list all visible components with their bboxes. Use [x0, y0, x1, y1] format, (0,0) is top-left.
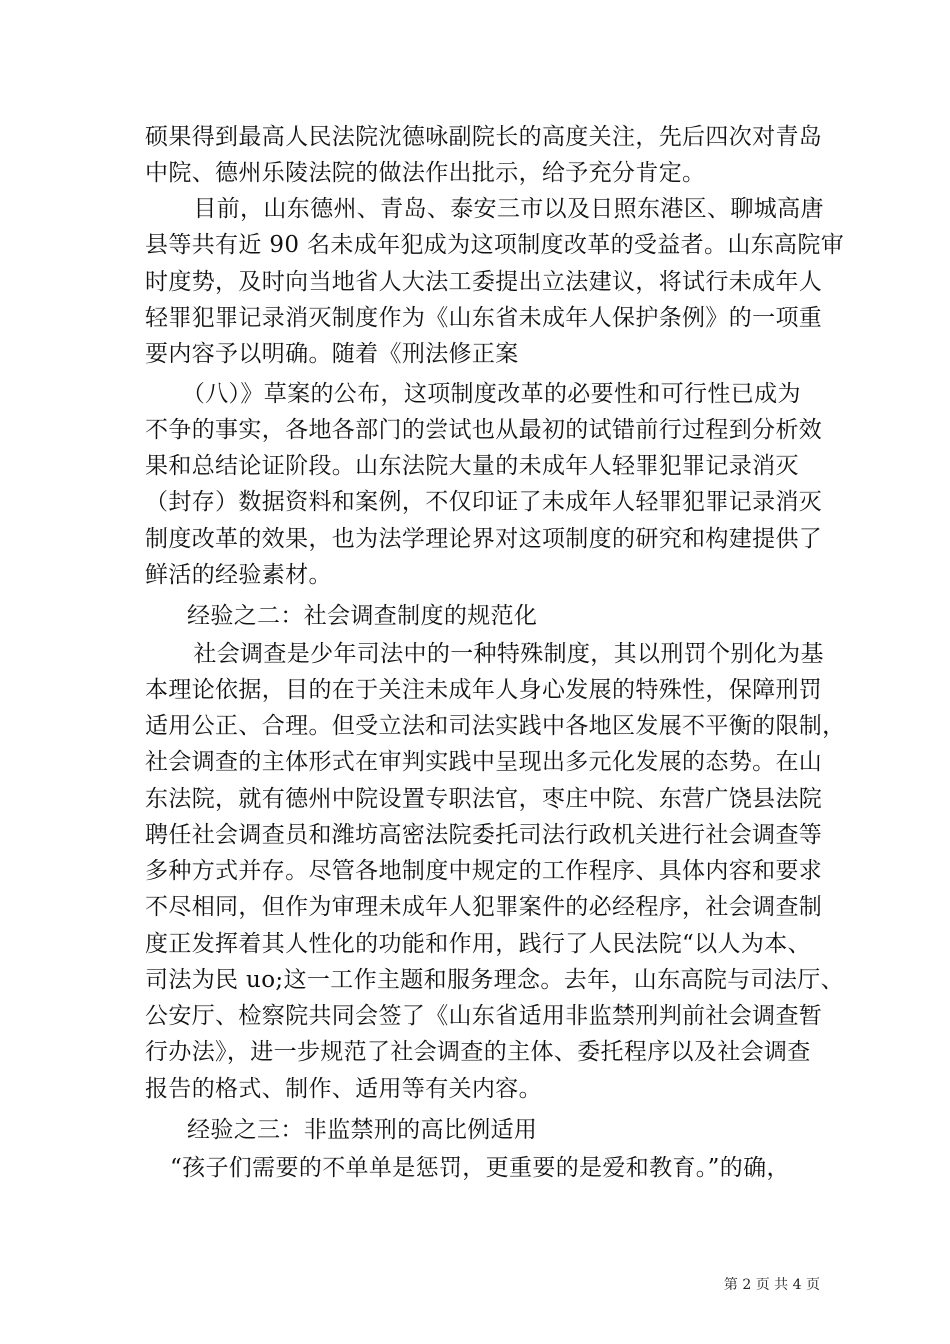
section-heading: 经验之三：非监禁刑的高比例适用 [187, 1117, 538, 1143]
text-line: 硕果得到最高人民法院沈德咏副院长的高度关注，先后四次对青岛 [145, 124, 823, 150]
text-line: 多种方式并存。尽管各地制度中规定的工作程序、具体内容和要求 [145, 858, 823, 884]
text-line: 时度势，及时向当地省人大法工委提出立法建议，将试行未成年人 [145, 269, 823, 295]
text-line: 中院、德州乐陵法院的做法作出批示，给予充分肯定。 [145, 160, 706, 186]
text-line: 轻罪犯罪记录消灭制度作为《山东省未成年人保护条例》的一项重 [145, 305, 823, 331]
text-line: 本理论依据，目的在于关注未成年人身心发展的特殊性，保障刑罚 [145, 677, 823, 703]
section-heading: 经验之二：社会调查制度的规范化 [187, 603, 538, 629]
text-line: 制度改革的效果，也为法学理论界对这项制度的研究和构建提供了 [145, 526, 823, 552]
text-line: 行办法》，进一步规范了社会调查的主体、委托程序以及社会调查 [145, 1039, 811, 1065]
text-line: （封存）数据资料和案例，不仅印证了未成年人轻罪犯罪记录消灭 [145, 489, 823, 515]
text-line: 目前，山东德州、青岛、泰安三市以及日照东港区、聊城高唐 [170, 196, 824, 222]
text-line: 聘任社会调查员和潍坊高密法院委托司法行政机关进行社会调查等 [145, 822, 823, 848]
text-line: 不争的事实，各地各部门的尝试也从最初的试错前行过程到分析效 [145, 417, 823, 443]
page-number-footer: 第 2 页 共 4 页 [723, 1277, 820, 1293]
text-line: 报告的格式、制作、适用等有关内容。 [145, 1076, 542, 1102]
text-line: 东法院，就有德州中院设置专职法官，枣庄中院、东营广饶县法院 [145, 786, 823, 812]
text-line: 社会调查是少年司法中的一种特殊制度，其以刑罚个别化为基 [170, 641, 824, 667]
text-line: 鲜活的经验素材。 [145, 562, 332, 588]
text-line: 度正发挥着其人性化的功能和作用，践行了人民法院“以人为本、 [145, 931, 811, 957]
text-line: “孩子们需要的不单单是惩罚，更重要的是爱和教育。”的确， [170, 1155, 790, 1181]
text-line: 公安厅、检察院共同会签了《山东省适用非监禁刑判前社会调查暂 [145, 1003, 823, 1029]
text-line: 社会调查的主体形式在审判实践中呈现出多元化发展的态势。在山 [145, 749, 823, 775]
text-line: 要内容予以明确。随着《刑法修正案 [145, 341, 519, 367]
text-line: 果和总结论证阶段。山东法院大量的未成年人轻罪犯罪记录消灭 [145, 453, 799, 479]
text-line: 县等共有近 90 名未成年犯成为这项制度改革的受益者。山东高院审 [145, 232, 845, 258]
text-line: 适用公正、合理。但受立法和司法实践中各地区发展不平衡的限制， [145, 713, 846, 739]
text-line: 司法为民 uo;这一工作主题和服务理念。去年，山东高院与司法厅、 [145, 967, 844, 993]
text-line: 不尽相同，但作为审理未成年人犯罪案件的必经程序，社会调查制 [145, 894, 823, 920]
text-line: （八）》草案的公布，这项制度改革的必要性和可行性已成为 [170, 381, 801, 407]
